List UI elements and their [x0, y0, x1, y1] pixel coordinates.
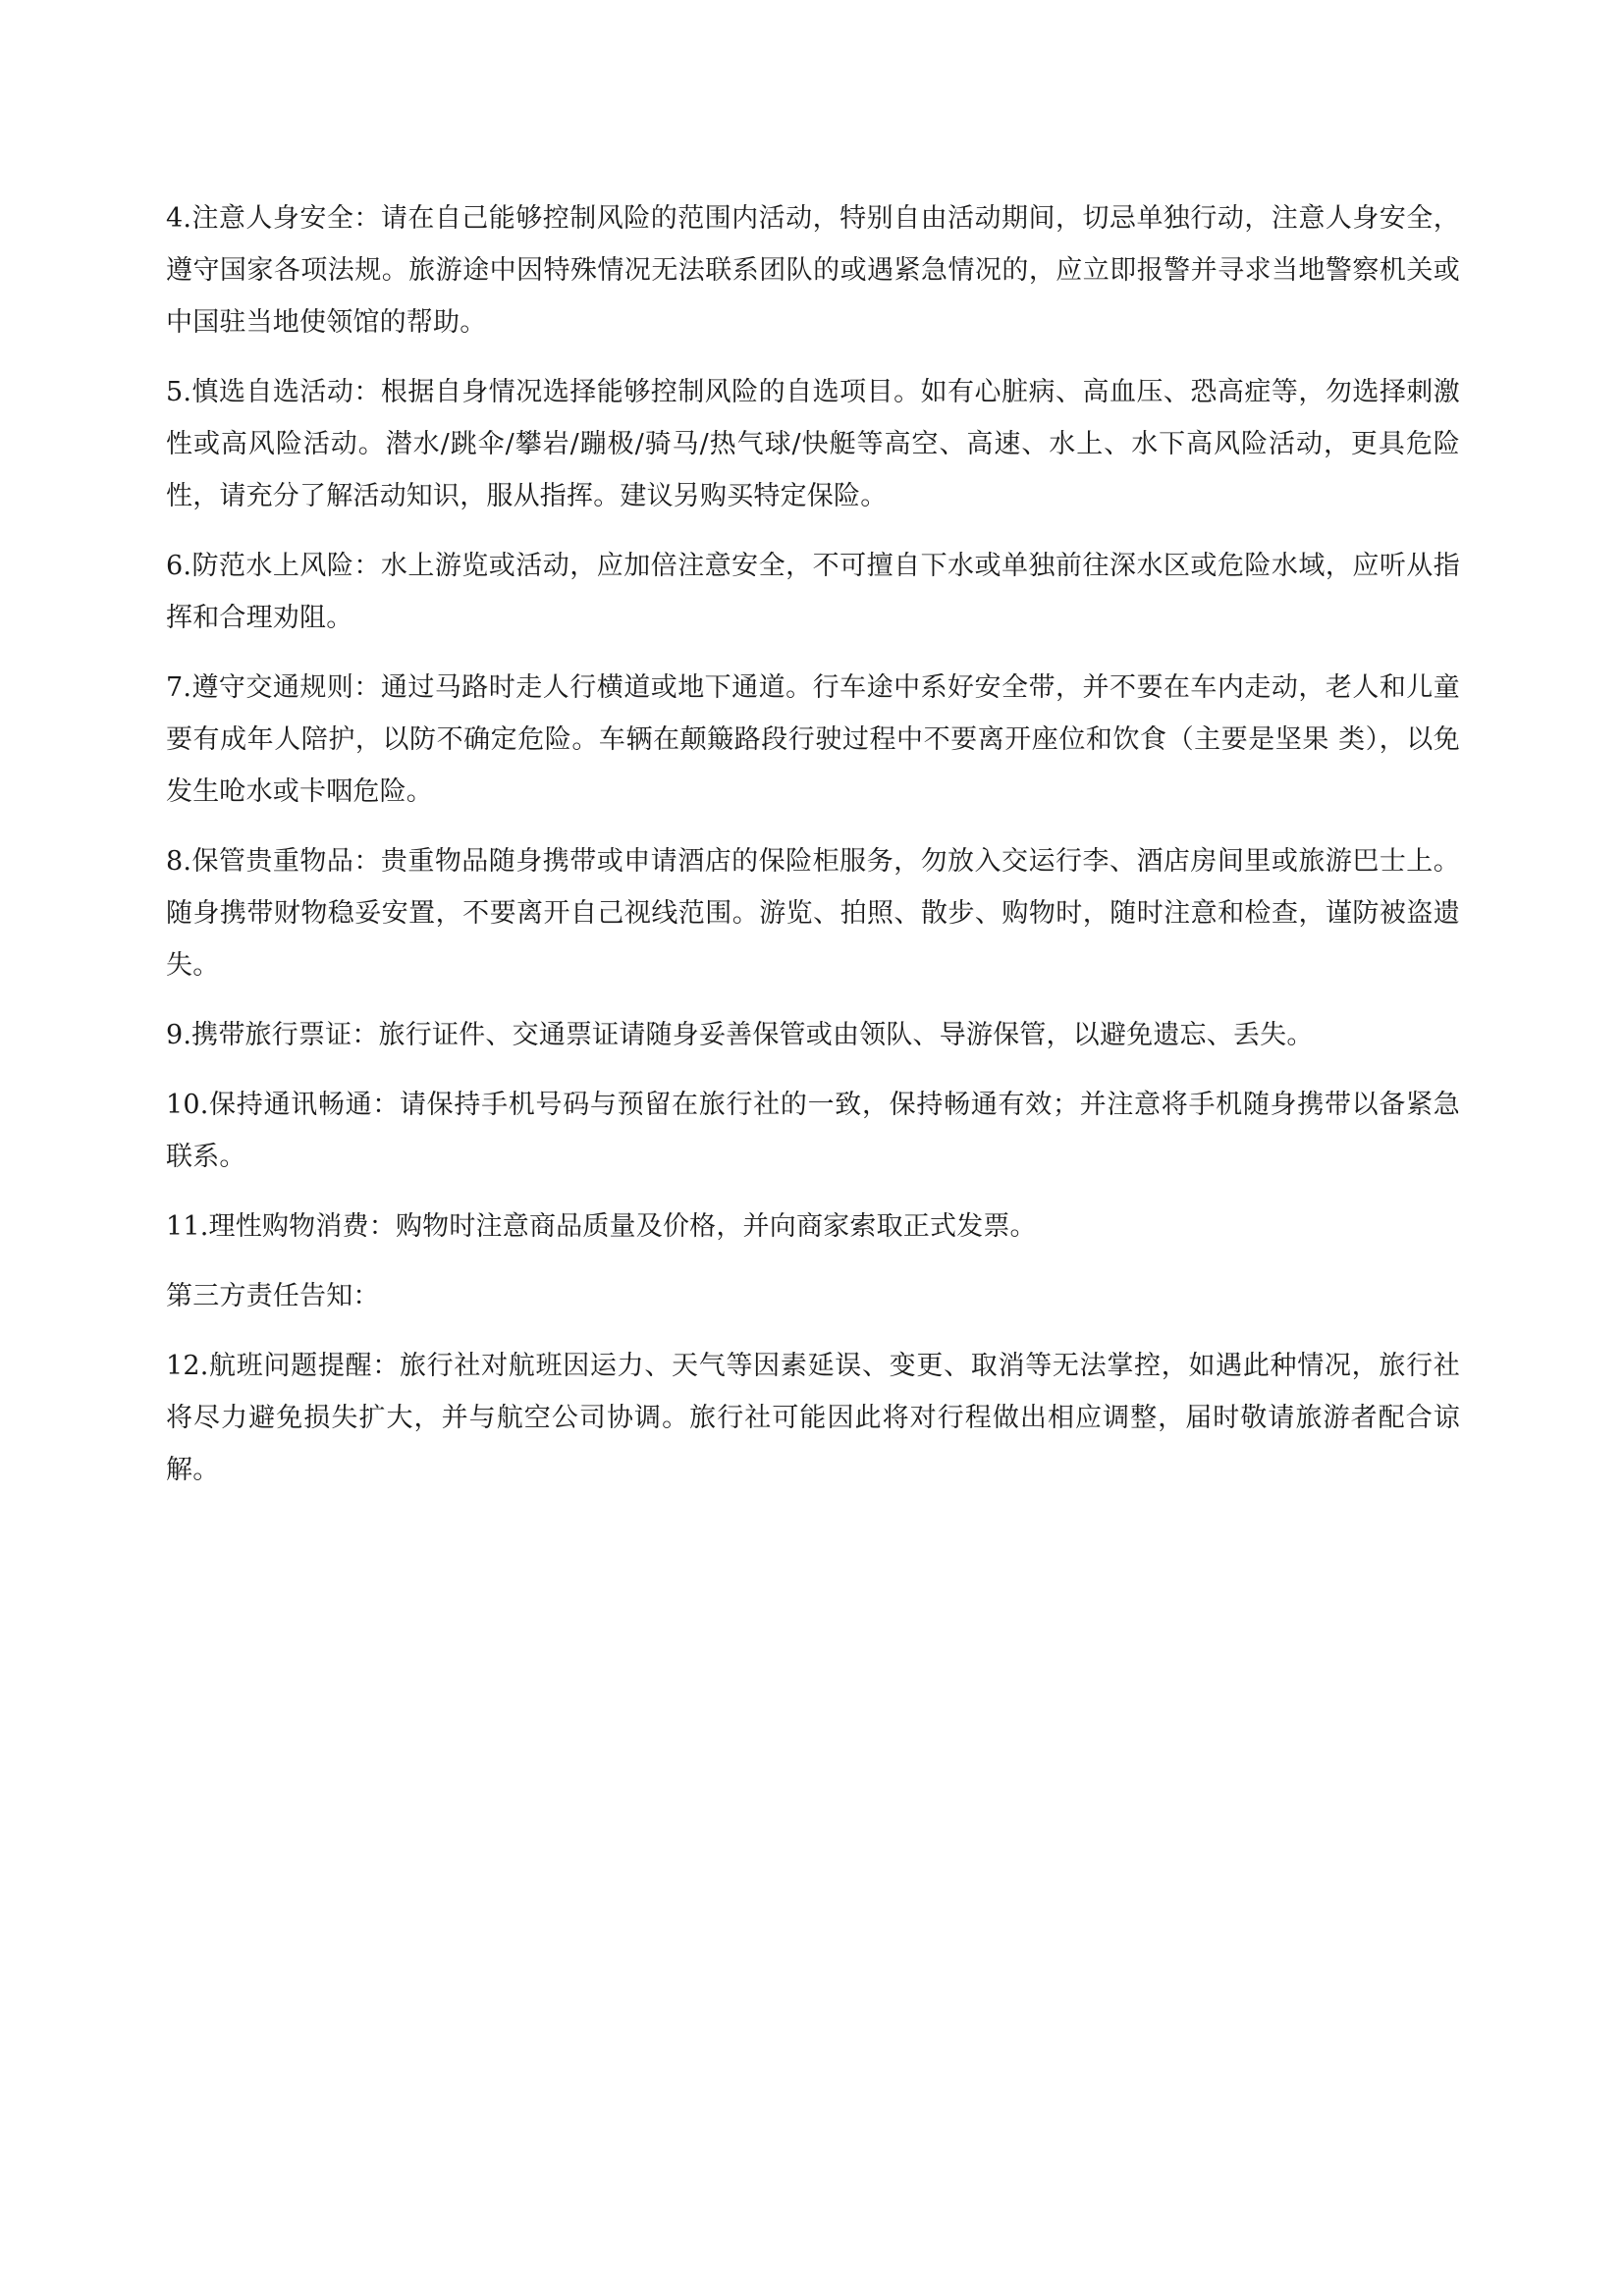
paragraph-travel-documents: 9.携带旅行票证：旅行证件、交通票证请随身妥善保管或由领队、导游保管，以避免遗忘、丢失。 [166, 1020, 1314, 1050]
paragraph-communication: 10.保持通讯畅通：请保持手机号码与预留在旅行社的一致，保持畅通有效；并注意将手机随身携带以备紧急联系。 [166, 1090, 1460, 1172]
paragraph-optional-activities: 5.慎选自选活动：根据自身情况选择能够控制风险的自选项目。如有心脏病、高血压、恐高症等，勿选择刺激性或高风险活动。潜水/跳伞/攀岩/蹦极/骑马/热气球/快艇等高空、高速、水上、水下高风险活动，更具危险性，请充分了解活动知识，服从指挥。建议另购买特定保险。 [166, 377, 1460, 511]
paragraph-flight-issues: 12.航班问题提醒：旅行社对航班因运力、天气等因素延误、变更、取消等无法掌控，如遇此种情况，旅行社将尽力避免损失扩大，并与航空公司协调。旅行社可能因此将对行程做出相应调整，届时敬请旅游者配合谅解。 [166, 1351, 1460, 1485]
paragraph-water-risk: 6.防范水上风险：水上游览或活动，应加倍注意安全，不可擅自下水或单独前往深水区或危险水域，应听从指挥和合理劝阻。 [166, 551, 1460, 633]
paragraph-personal-safety: 4.注意人身安全：请在自己能够控制风险的范围内活动，特别自由活动期间，切忌单独行动，注意人身安全，遵守国家各项法规。旅游途中因特殊情况无法联系团队的或遇紧急情况的，应立即报警并寻求当地警察机关或中国驻当地使领馆的帮助。 [166, 203, 1460, 338]
paragraph-traffic-rules: 7.遵守交通规则：通过马路时走人行横道或地下通道。行车途中系好安全带，并不要在车内走动，老人和儿童要有成年人陪护，以防不确定危险。车辆在颠簸路段行驶过程中不要离开座位和饮食（主要是坚果 类），以免发生呛水或卡咽危险。 [166, 672, 1460, 807]
document-body [166, 192, 1460, 1514]
paragraph-shopping: 11.理性购物消费：购物时注意商品质量及价格，并向商家索取正式发票。 [166, 1211, 1037, 1242]
paragraph-valuables: 8.保管贵重物品：贵重物品随身携带或申请酒店的保险柜服务，勿放入交运行李、酒店房间里或旅游巴士上。随身携带财物稳妥安置，不要离开自己视线范围。游览、拍照、散步、购物时，随时注意和检查，谨防被盗遗失。 [166, 846, 1460, 981]
section-heading-third-party: 第三方责任告知： [166, 1281, 380, 1311]
